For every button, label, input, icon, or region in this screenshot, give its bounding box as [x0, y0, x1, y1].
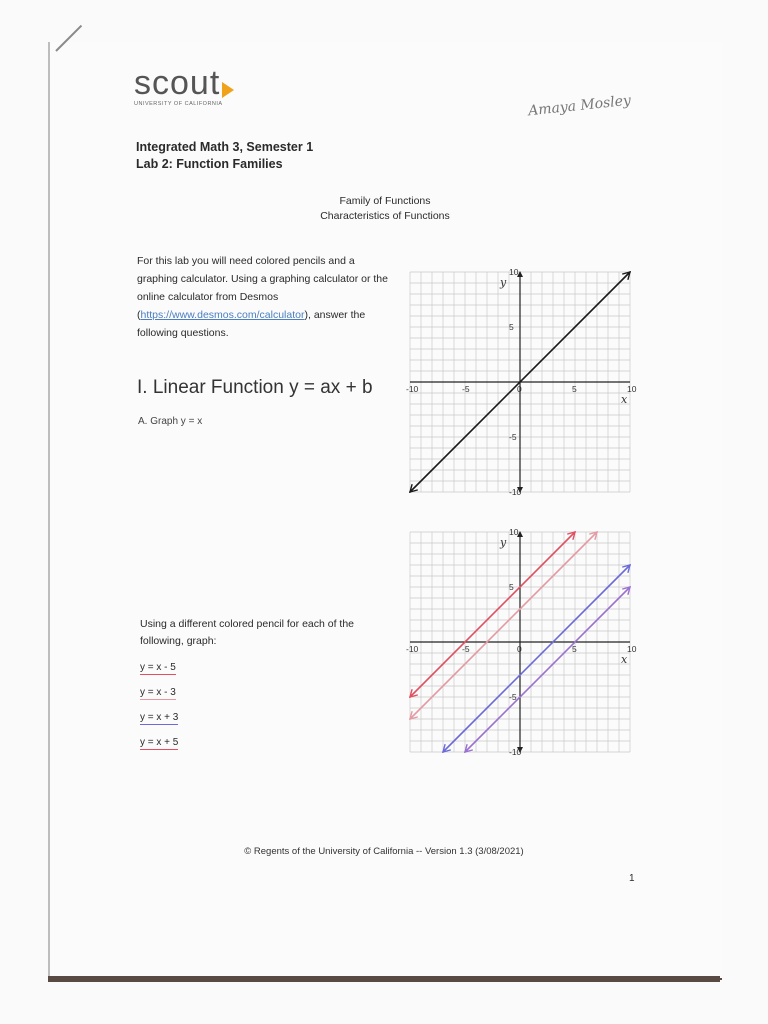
y-tick-label: -5: [509, 432, 517, 442]
equation-text: y = x + 5: [140, 737, 179, 748]
page-bottom-edge: [48, 976, 720, 982]
y-tick-label: -10: [509, 747, 522, 757]
y-tick-label: 10: [509, 267, 519, 277]
x-tick-label: -10: [406, 644, 419, 654]
equation-text: y = x + 3: [140, 712, 179, 723]
logo-subtitle: UNIVERSITY OF CALIFORNIA: [134, 101, 223, 107]
equation-list: [140, 662, 178, 762]
y-tick-label: 5: [509, 322, 514, 332]
page-number: 1: [629, 873, 635, 884]
equation-text: y = x - 5: [140, 662, 176, 673]
logo-triangle-icon: [222, 82, 234, 98]
lab-title: [300, 194, 470, 224]
equation-item: [140, 662, 178, 687]
x-tick-label: 10: [627, 644, 637, 654]
series-line: [410, 532, 575, 697]
intro-paragraph: [137, 252, 392, 342]
lab-title-line-1: Family of Functions: [339, 195, 431, 207]
x-tick-label: -5: [462, 644, 470, 654]
equation-text: y = x - 3: [140, 687, 176, 698]
equation-item: [140, 737, 178, 762]
x-tick-label: 0: [517, 384, 522, 394]
x-tick-label: 5: [572, 384, 577, 394]
y-axis-label: y: [500, 276, 507, 289]
course-line-1: Integrated Math 3, Semester 1: [136, 140, 314, 154]
course-line-2: Lab 2: Function Families: [136, 157, 283, 171]
y-tick-label: 5: [509, 582, 514, 592]
equation-item: [140, 712, 178, 737]
student-signature: Amaya Mosley: [527, 92, 632, 120]
x-tick-label: 10: [627, 384, 637, 394]
x-axis-label: x: [621, 653, 628, 666]
desmos-link[interactable]: https://www.desmos.com/calculator: [140, 309, 305, 321]
x-tick-label: 0: [517, 644, 522, 654]
graph-shifted-lines: [398, 518, 648, 778]
x-axis-label: x: [621, 393, 628, 406]
logo-word: scout: [134, 64, 221, 102]
equation-item: [140, 687, 178, 712]
y-axis-label: y: [500, 536, 507, 549]
scout-logo: [134, 64, 234, 107]
section-title: I. Linear Function y = ax + b: [137, 377, 373, 398]
series-line: [465, 587, 630, 752]
graph-y-equals-x: [398, 258, 648, 520]
lab-title-line-2: Characteristics of Functions: [320, 210, 450, 222]
graph-instructions: Using a different colored pencil for each of the following, graph:: [140, 618, 355, 647]
x-tick-label: 5: [572, 644, 577, 654]
y-tick-label: 10: [509, 527, 519, 537]
course-heading: [136, 139, 313, 173]
intro-text-after: ), answer the following questions.: [137, 309, 366, 339]
y-tick-label: -5: [509, 692, 517, 702]
x-tick-label: -10: [406, 384, 419, 394]
intro-text-before: For this lab you will need colored pencils and a graphing calculator. Using a graphing calculator or the online calculator from Desmos (: [137, 255, 388, 321]
y-tick-label: -10: [509, 487, 522, 497]
x-tick-label: -5: [462, 384, 470, 394]
copyright-footer: © Regents of the University of California -- Version 1.3 (3/08/2021): [244, 846, 524, 857]
subquestion-a: A. Graph y = x: [138, 416, 203, 427]
